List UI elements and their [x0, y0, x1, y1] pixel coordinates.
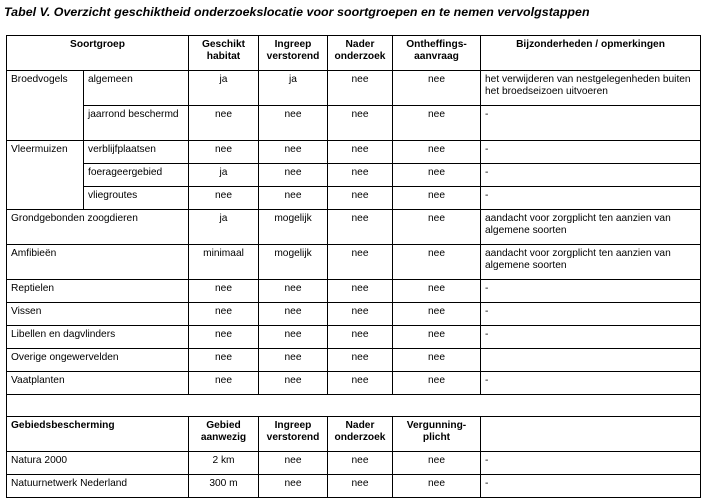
cell-nader: nee [328, 164, 393, 187]
table-row [7, 280, 701, 303]
row-label: Reptielen [7, 280, 189, 303]
cell-ontheffing: nee [393, 106, 481, 141]
table-row [7, 164, 701, 187]
row-label: Vissen [7, 303, 189, 326]
sub-label: foerageergebied [84, 164, 189, 187]
table-row [7, 452, 701, 475]
header-gebied-aanwezig: Gebied aanwezig [189, 417, 259, 452]
table-row [7, 372, 701, 395]
cell-ingreep: nee [259, 349, 328, 372]
row-label: Natura 2000 [7, 452, 189, 475]
cell-ontheffing: nee [393, 187, 481, 210]
cell-opmerking: - [481, 141, 701, 164]
sub-label: algemeen [84, 71, 189, 106]
separator-row [7, 395, 701, 417]
table-row [7, 210, 701, 245]
sub-label: verblijfplaatsen [84, 141, 189, 164]
header-nader-onderzoek: Nader onderzoek [328, 417, 393, 452]
cell-nader: nee [328, 210, 393, 245]
row-label: Libellen en dagvlinders [7, 326, 189, 349]
cell-ontheffing: nee [393, 210, 481, 245]
table-header-row [7, 36, 701, 71]
cell-ingreep: nee [259, 452, 328, 475]
cell-ontheffing: nee [393, 303, 481, 326]
cell-habitat: ja [189, 210, 259, 245]
cell-ontheffing: nee [393, 372, 481, 395]
cell-nader: nee [328, 71, 393, 106]
cell-ontheffing: nee [393, 245, 481, 280]
cell-ingreep: nee [259, 303, 328, 326]
cell-habitat: nee [189, 349, 259, 372]
cell-ingreep: mogelijk [259, 210, 328, 245]
cell-habitat: nee [189, 372, 259, 395]
cell-opmerking [481, 349, 701, 372]
header-bijzonderheden: Bijzonderheden / opmerkingen [481, 36, 701, 71]
table-row [7, 245, 701, 280]
cell-habitat: nee [189, 106, 259, 141]
cell-nader: nee [328, 349, 393, 372]
table-row [7, 141, 701, 164]
cell-nader: nee [328, 280, 393, 303]
cell-ingreep: nee [259, 106, 328, 141]
cell-plicht: nee [393, 475, 481, 498]
header-vergunningplicht: Vergunning-plicht [393, 417, 481, 452]
cell-ingreep: nee [259, 187, 328, 210]
cell-opmerking: - [481, 280, 701, 303]
cell-opmerking: - [481, 326, 701, 349]
cell-opmerking: - [481, 106, 701, 141]
cell-opmerking: aandacht voor zorgplicht ten aanzien van algemene soorten [481, 210, 701, 245]
header-ingreep-verstorend: Ingreep verstorend [259, 36, 328, 71]
cell-ontheffing: nee [393, 349, 481, 372]
table-row [7, 475, 701, 498]
row-label: Overige ongewervelden [7, 349, 189, 372]
table-row [7, 349, 701, 372]
table-row [7, 303, 701, 326]
cell-habitat: ja [189, 71, 259, 106]
table-row [7, 106, 701, 141]
cell-nader: nee [328, 452, 393, 475]
cell-habitat: nee [189, 303, 259, 326]
cell-aanwezig: 2 km [189, 452, 259, 475]
cell-opmerking: aandacht voor zorgplicht ten aanzien van algemene soorten [481, 245, 701, 280]
cell-habitat: nee [189, 280, 259, 303]
cell-nader: nee [328, 475, 393, 498]
cell-ingreep: nee [259, 141, 328, 164]
cell-ontheffing: nee [393, 141, 481, 164]
cell-aanwezig: 300 m [189, 475, 259, 498]
cell-ingreep: nee [259, 475, 328, 498]
group-vleermuizen: Vleermuizen [7, 141, 84, 210]
cell-opmerking: - [481, 452, 701, 475]
cell-opmerking: het verwijderen van nestgelegenheden buiten het broedseizoen uitvoeren [481, 71, 701, 106]
header-nader-onderzoek: Nader onderzoek [328, 36, 393, 71]
row-label: Vaatplanten [7, 372, 189, 395]
cell-nader: nee [328, 326, 393, 349]
header-ontheffingsaanvraag: Ontheffings-aanvraag [393, 36, 481, 71]
header-ingreep-verstorend: Ingreep verstorend [259, 417, 328, 452]
cell-opmerking: - [481, 164, 701, 187]
table-caption: Tabel V. Overzicht geschiktheid onderzoekslocatie voor soortgroepen en te nemen vervolgstappen [4, 5, 590, 19]
cell-ingreep: ja [259, 71, 328, 106]
cell-ontheffing: nee [393, 164, 481, 187]
sub-label: jaarrond beschermd [84, 106, 189, 141]
table-row [7, 187, 701, 210]
cell-nader: nee [328, 303, 393, 326]
row-label: Amfibieën [7, 245, 189, 280]
header-empty [481, 417, 701, 452]
cell-ontheffing: nee [393, 280, 481, 303]
sub-label: vliegroutes [84, 187, 189, 210]
cell-opmerking: - [481, 187, 701, 210]
cell-ingreep: nee [259, 372, 328, 395]
header-gebiedsbescherming: Gebiedsbescherming [7, 417, 189, 452]
cell-ontheffing: nee [393, 326, 481, 349]
separator-cell [7, 395, 701, 417]
cell-habitat: ja [189, 164, 259, 187]
cell-nader: nee [328, 106, 393, 141]
area-header-row [7, 417, 701, 452]
cell-opmerking: - [481, 303, 701, 326]
cell-habitat: nee [189, 141, 259, 164]
cell-plicht: nee [393, 452, 481, 475]
cell-habitat: nee [189, 187, 259, 210]
cell-ingreep: nee [259, 280, 328, 303]
group-broedvogels: Broedvogels [7, 71, 84, 141]
header-soortgroep: Soortgroep [7, 36, 189, 71]
cell-habitat: minimaal [189, 245, 259, 280]
cell-ingreep: nee [259, 326, 328, 349]
row-label: Natuurnetwerk Nederland [7, 475, 189, 498]
table-row [7, 71, 701, 106]
cell-nader: nee [328, 141, 393, 164]
cell-nader: nee [328, 187, 393, 210]
assessment-table [6, 35, 701, 498]
cell-ingreep: mogelijk [259, 245, 328, 280]
cell-ingreep: nee [259, 164, 328, 187]
header-geschikt-habitat: Geschikt habitat [189, 36, 259, 71]
cell-nader: nee [328, 372, 393, 395]
cell-nader: nee [328, 245, 393, 280]
row-label: Grondgebonden zoogdieren [7, 210, 189, 245]
cell-opmerking: - [481, 475, 701, 498]
cell-opmerking: - [481, 372, 701, 395]
cell-ontheffing: nee [393, 71, 481, 106]
cell-habitat: nee [189, 326, 259, 349]
table-row [7, 326, 701, 349]
